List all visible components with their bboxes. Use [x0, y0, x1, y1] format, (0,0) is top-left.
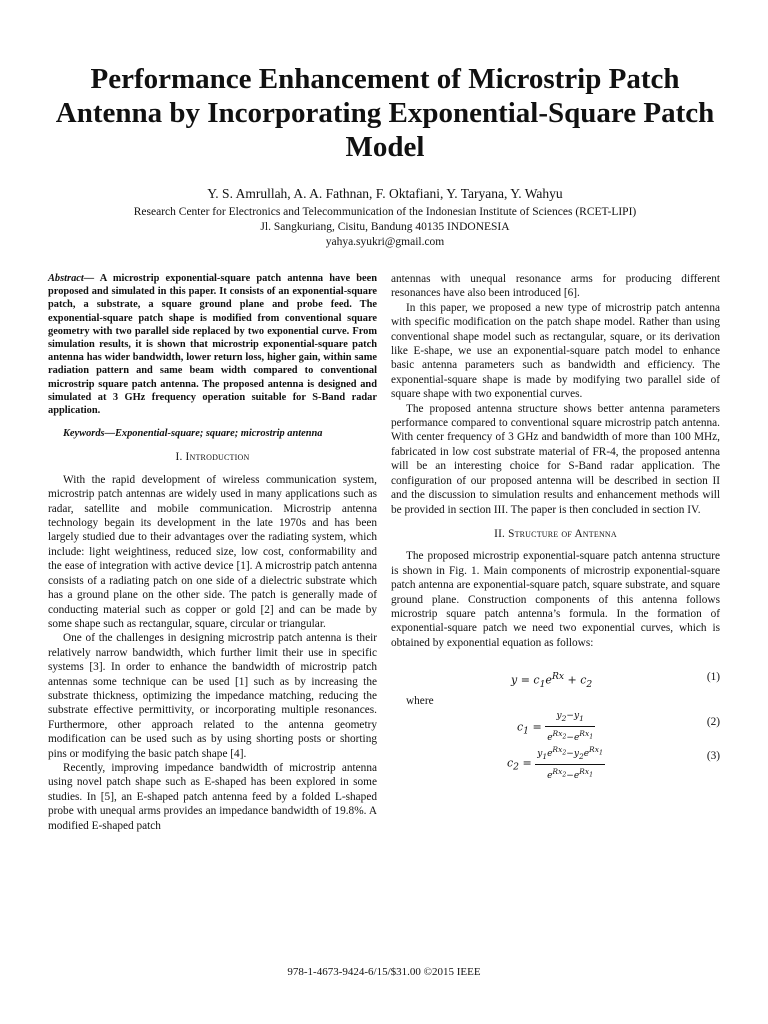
right-paragraph-1: antennas with unequal resonance arms for producing different resonances have also been introduced [6]. — [391, 273, 720, 300]
intro-paragraph-1: With the rapid development of wireless communication system, microstrip patch antennas are widely used in many applications such as radar, satellite and mobile communication. Microstrip antenna technology begain its development in the late 1970s and has been largely studied due to their advantages over the radiating system, which include: light weightiness, reduced size, low cost, conformability and the ease of integration with active device [1]. A microstrip patch antenna consists of a radiating patch on one side of a dielectric substrate which has a ground plane on the other side. The patch is generally made of conducting material such as copper or gold [2] and can be made by some shape such as rectangular, square, circular or triangular. — [48, 473, 377, 630]
address: Jl. Sangkuriang, Cisitu, Bandung 40135 INDONESIA — [260, 221, 510, 233]
equation-1-expression: $y = c_1e^{Rx} + c_2$ — [511, 671, 593, 690]
structure-paragraph-1: The proposed microstrip exponential-square patch antenna structure is shown in Fig. 1. Main components of microstrip exponential-square patch antenna are exponential-square patch, square substrate, and square ground plane. Construction components of this antenna follows microstrip square patch antenna’s formula. In the formation of exponential-square patch we need two exponential curves, which is obtained by exponential equation as follows: — [391, 550, 720, 649]
equation-2-expression: $c_1$ = $\frac{y_2-y_1}{e^{Rx_2}-e^{Rx_1}}$ — [517, 710, 594, 743]
right-paragraph-3: The proposed antenna structure shows better antenna parameters performance compared to conventional square microstrip patch antenna. With center frequency of 3 GHz and bandwidth of more than 100 MHz, fabricated in low cost substrate material of FR-4, the proposed antenna will be an interesting choice for S-Band radar application. The configuration of our proposed antenna will be described in section II and the discussion to simulation results and enhancement methods will be provided in section III. The paper is then concluded in section IV. — [391, 402, 720, 516]
copyright-footer: 978-1-4673-9424-6/15/$31.00 ©2015 IEEE — [287, 966, 481, 978]
affiliation: Research Center for Electronics and Telecommunication of the Indonesian Institute of Sciences (RCET-LIPI) — [133, 206, 637, 218]
abstract-text: A microstrip exponential-square patch antenna have been proposed and simulated in this paper. It consists of an exponential-square patch, a substrate, a square ground plane and probe feed. The exponential-square patch shape is modified from conventional square geometry with two parallel side replaced by two exponential curve. From simulation results, it is shown that microstrip exponential-square patch antenna has wider bandwidth, lower return loss, higher gain, within same radiation pattern and same beam width compared to conventional microstrip square patch antenna. The proposed antenna is designed and simulated at 3 GHz frequency operation suitable for S-Band radar application. — [48, 273, 377, 417]
intro-paragraph-2: One of the challenges in designing microstrip patch antenna is their relatively narrow bandwidth, which further limit their use in specific systems [3]. In order to enhance the bandwidth of microstrip patch antennas some technique can be used [1] such as by increasing the substrate thickness, optimizing the impedance matching, reducing the substrate effective permittivity, or incorporating multiple resonances. Furthermore, other approach related to the antenna geometry modification can be used such as by using shorting posts or shorting pins or modifying the basic patch shape [4]. — [48, 632, 377, 760]
section-heading-introduction: I. Introduction — [175, 451, 250, 464]
email: yahya.syukri@gmail.com — [325, 236, 445, 248]
right-paragraph-2: In this paper, we proposed a new type of microstrip patch antenna with specific modification on the patch shape model. Rather than using conventional shape model such as rectangular, square, or its derivation like E-shape, we use an exponential-square patch model to enhance basic antenna parameters such as bandwidth and efficiency. The exponential-square shape is made by modifying two parallel side of square shape with two exponential curves. — [391, 301, 720, 401]
equation-1-number: (1) — [706, 671, 720, 684]
equation-3-number: (3) — [706, 749, 720, 762]
equation-3 — [391, 743, 720, 781]
paper-title: Performance Enhancement of Microstrip Patch Antenna by Incorporating Exponential-Square Patch Model — [55, 63, 715, 163]
right-column — [391, 272, 720, 781]
abstract — [48, 272, 377, 417]
equation-1 — [391, 664, 720, 694]
left-column — [48, 272, 377, 833]
equation-2 — [391, 709, 720, 743]
intro-paragraph-3: Recently, improving impedance bandwidth of microstrip antenna using novel patch shape such as E-shaped has been explored in some studies. In [5], an E-shaped patch antenna feed by a folded L-shaped probe with unequal arms provides an impedance bandwidth of 19.8%. A modified E-shaped patch — [48, 761, 377, 832]
keywords: Keywords—Exponential-square; square; microstrip antenna — [63, 428, 323, 440]
equation-3-expression: $c_2$ = $\frac{y_1e^{Rx_2}-y_2e^{Rx_1}}{e^{Rx_2}-e^{Rx_1}}$ — [507, 744, 603, 781]
where-label: where — [406, 695, 434, 708]
abstract-label: Abstract— — [48, 273, 95, 284]
authors: Y. S. Amrullah, A. A. Fathnan, F. Oktafiani, Y. Taryana, Y. Wahyu — [207, 186, 563, 201]
equation-2-number: (2) — [706, 715, 720, 728]
section-heading-structure: II. Structure of Antenna — [494, 527, 617, 540]
